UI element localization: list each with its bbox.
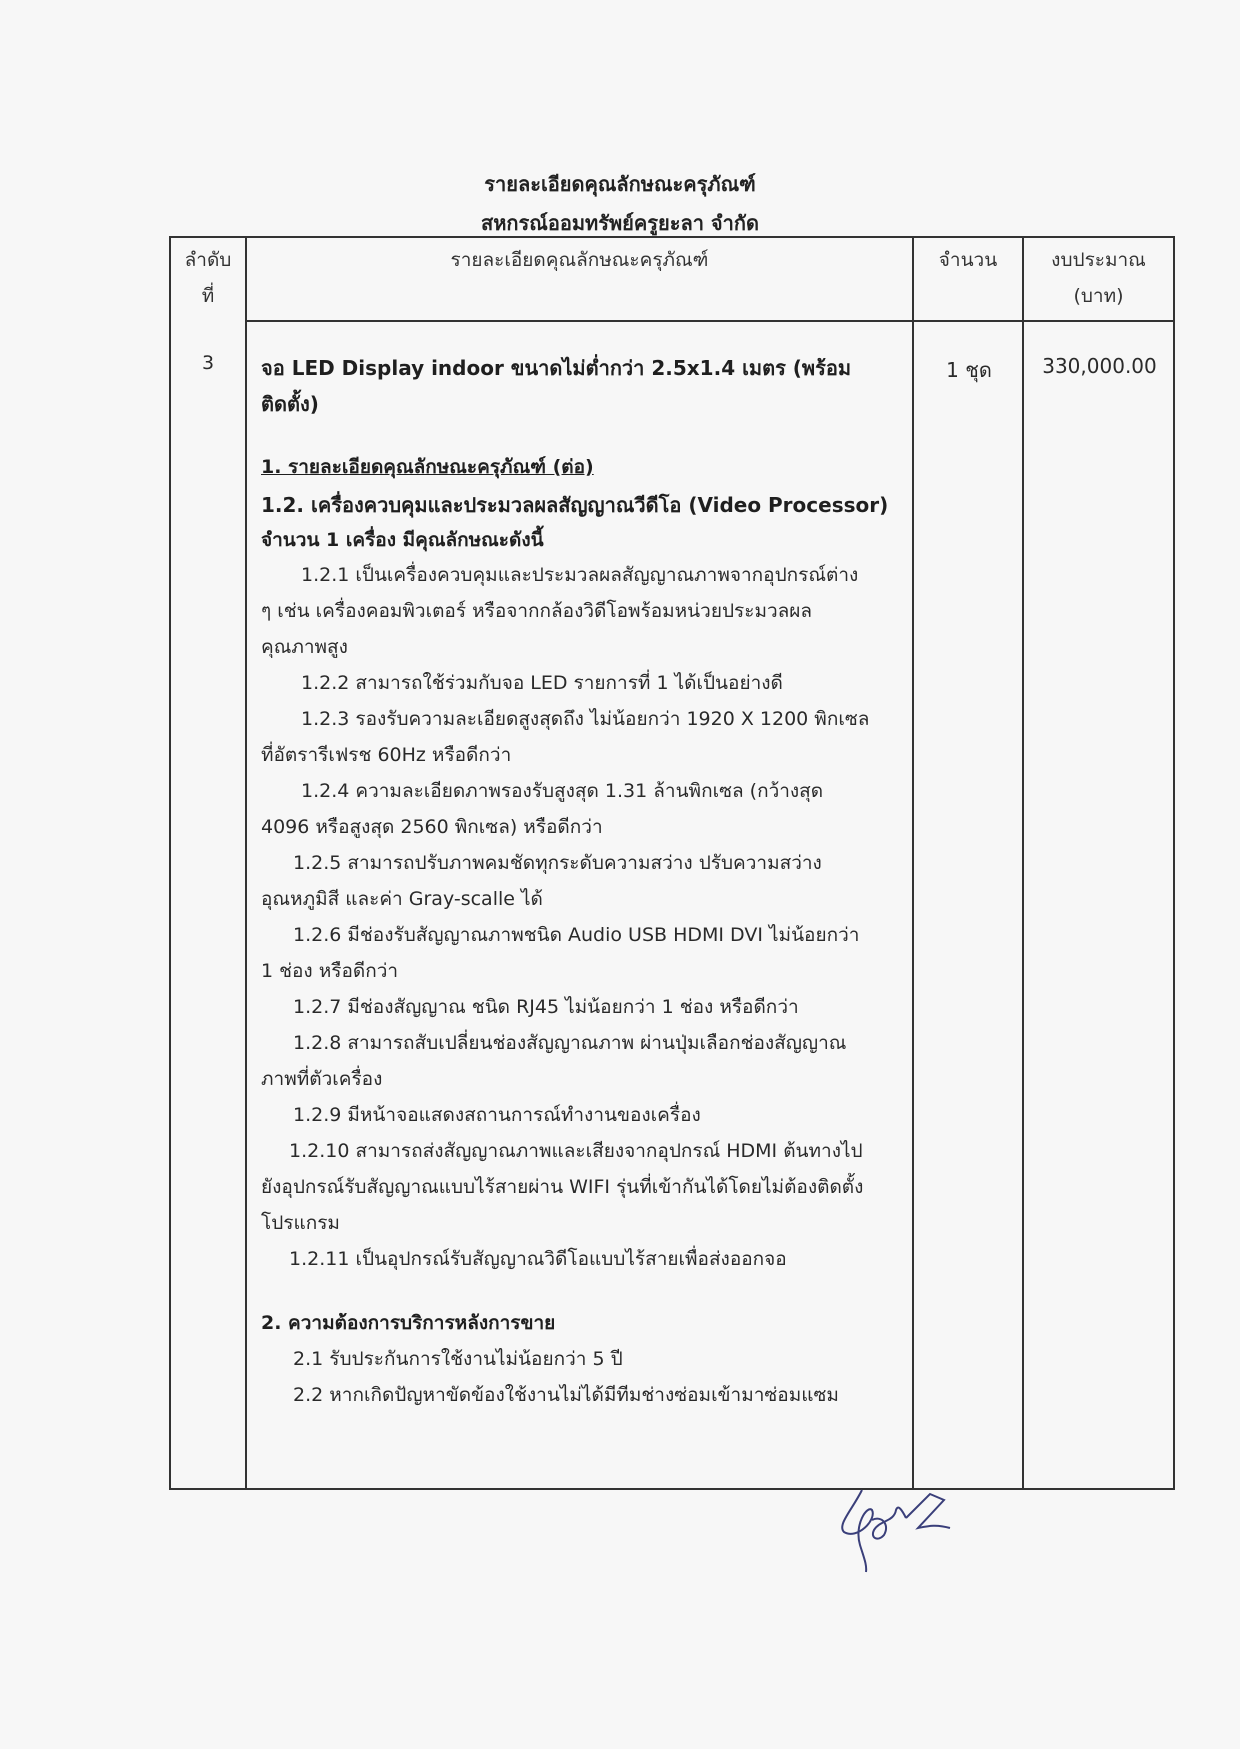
spec-line: ๆ เช่น เครื่องคอมพิวเตอร์ หรือจากกล้องวิดีโอพร้อมหน่วยประมวลผล xyxy=(261,600,813,622)
column-divider-2 xyxy=(912,236,914,1490)
spec-line: 1.2.7 มีช่องสัญญาณ ชนิด RJ45 ไม่น้อยกว่า 1 ช่อง หรือดีกว่า xyxy=(293,996,799,1018)
column-divider-3 xyxy=(1022,236,1024,1490)
spec-line: 1.2.6 มีช่องรับสัญญาณภาพชนิด Audio USB HDMI DVI ไม่น้อยกว่า xyxy=(293,924,860,946)
spec-line: 1.2.4 ความละเอียดภาพรองรับสูงสุด 1.31 ล้านพิกเซล (กว้างสุด xyxy=(301,780,824,802)
row-number: 3 xyxy=(201,352,215,374)
spec-line: 1.2.3 รองรับความละเอียดสูงสุดถึง ไม่น้อยกว่า 1920 X 1200 พิกเซล xyxy=(301,708,870,730)
header-no: ลำดับ ที่ xyxy=(184,249,232,307)
item-title-line-2: ติดตั้ง) xyxy=(261,392,319,416)
spec-line: 1.2.1 เป็นเครื่องควบคุมและประมวลผลสัญญาณภาพจากอุปกรณ์ต่าง xyxy=(301,564,859,586)
header-description: รายละเอียดคุณลักษณะครุภัณฑ์ xyxy=(450,249,709,271)
row-budget: 330,000.00 xyxy=(1042,354,1157,378)
header-separator xyxy=(247,320,1175,322)
table-border-right xyxy=(1173,236,1175,1490)
table-border-bottom xyxy=(169,1488,1175,1490)
table-border-top xyxy=(169,236,1175,238)
spec-line: ยังอุปกรณ์รับสัญญาณแบบไร้สายผ่าน WIFI รุ่นที่เข้ากันได้โดยไม่ต้องติดตั้ง xyxy=(261,1176,864,1198)
spec-line: 1.2.9 มีหน้าจอแสดงสถานการณ์ทำงานของเครื่อง xyxy=(293,1104,701,1126)
service-line: 2.2 หากเกิดปัญหาขัดข้องใช้งานไม่ได้มีทีมช่างซ่อมเข้ามาซ่อมแซม xyxy=(293,1384,839,1406)
spec-line: 1.2.10 สามารถส่งสัญญาณภาพและเสียงจากอุปกรณ์ HDMI ต้นทางไป xyxy=(289,1140,863,1162)
spec-line: โปรแกรม xyxy=(261,1212,340,1234)
spec-line: 1.2.11 เป็นอุปกรณ์รับสัญญาณวิดีโอแบบไร้สายเพื่อส่งออกจอ xyxy=(289,1248,787,1270)
spec-table xyxy=(169,236,1175,1490)
spec-line: 4096 หรือสูงสุด 2560 พิกเซล) หรือดีกว่า xyxy=(261,816,603,838)
column-divider-1 xyxy=(245,236,247,1490)
document-title: รายละเอียดคุณลักษณะครุภัณฑ์ xyxy=(484,172,756,196)
section-2-heading: 2. ความต้องการบริการหลังการขาย xyxy=(261,1312,556,1334)
spec-line: 1.2.8 สามารถสับเปลี่ยนช่องสัญญาณภาพ ผ่านปุ่มเลือกช่องสัญญาณ xyxy=(293,1032,847,1054)
handwritten-signature xyxy=(832,1480,972,1580)
spec-line: อุณหภูมิสี และค่า Gray-scalle ได้ xyxy=(261,888,543,910)
section-1-heading: 1. รายละเอียดคุณลักษณะครุภัณฑ์ (ต่อ) xyxy=(261,456,594,478)
spec-line: คุณภาพสูง xyxy=(261,636,348,658)
spec-line: 1.2.5 สามารถปรับภาพคมชัดทุกระดับความสว่าง ปรับความสว่าง xyxy=(293,852,822,874)
table-border-left xyxy=(169,236,171,1490)
spec-line: ภาพที่ตัวเครื่อง xyxy=(261,1068,383,1090)
item-title-line-1: จอ LED Display indoor ขนาดไม่ต่ำกว่า 2.5x1.4 เมตร (พร้อม xyxy=(261,356,852,380)
spec-line: 1.2.2 สามารถใช้ร่วมกับจอ LED รายการที่ 1 ได้เป็นอย่างดี xyxy=(301,672,783,694)
subsection-1-2-heading-line-2: จำนวน 1 เครื่อง มีคุณลักษณะดังนี้ xyxy=(261,529,544,551)
row-quantity: 1 ชุด xyxy=(946,358,992,382)
header-quantity: จำนวน xyxy=(938,249,998,271)
document-subtitle: สหกรณ์ออมทรัพย์ครูยะลา จำกัด xyxy=(481,211,759,235)
service-line: 2.1 รับประกันการใช้งานไม่น้อยกว่า 5 ปี xyxy=(293,1348,623,1370)
header-budget: งบประมาณ (บาท) xyxy=(1051,249,1146,307)
subsection-1-2-heading-line-1: 1.2. เครื่องควบคุมและประมวลผลสัญญาณวีดีโอ (Video Processor) xyxy=(261,493,889,517)
spec-line: ที่อัตรารีเฟรช 60Hz หรือดีกว่า xyxy=(261,744,512,766)
spec-line: 1 ช่อง หรือดีกว่า xyxy=(261,960,399,982)
